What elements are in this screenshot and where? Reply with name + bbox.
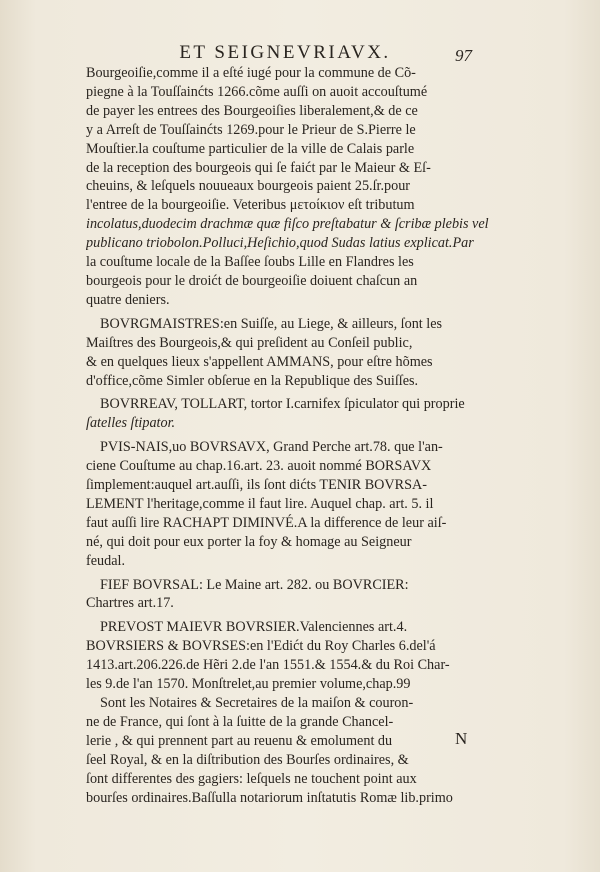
running-title: ET SEIGNEVRIAVX. xyxy=(179,42,391,63)
signature-mark: N xyxy=(455,729,468,748)
text-line: piegne à la Touſſainćts 1266.cõme auſſi on auoit accouſtumé xyxy=(86,83,428,100)
text-line: incolatus,duodecim drachmæ quæ fiſco preſtabatur & ſcribæ plebis vel xyxy=(86,216,489,233)
text-line: Maiſtres des Bourgeois,& qui preſident au Conſeil public, xyxy=(86,334,413,351)
text-line: bourſes ordinaires.Baſſulla notariorum inſtatutis Romæ lib.primo xyxy=(86,789,453,806)
text-line: Sont les Notaires & Secretaires de la maiſon & couron- xyxy=(100,695,414,711)
text-line: de payer les entrees des Bourgeoiſies liberalement,& de ce xyxy=(86,102,418,119)
text-line: la couſtume locale de la Baſſee ſoubs Lille en Flandres les xyxy=(86,254,414,271)
text-line: ſimplement:auquel art.auſſi, ils ſont dićts TENIR BOVRSA- xyxy=(86,477,427,494)
text-line: Chartres art.17. xyxy=(86,595,174,612)
text-line: de la reception des bourgeois qui ſe faićt par le Maieur & Eſ- xyxy=(86,159,431,176)
text-line: & en quelques lieux s'appellent AMMANS, pour eſtre hõmes xyxy=(86,353,433,370)
text-line: cheuins, & leſquels nouueaux bourgeois paient 25.ſr.pour xyxy=(86,178,411,195)
text-line: FIEF BOVRSAL: Le Maine art. 282. ou BOVRCIER: xyxy=(100,576,409,593)
text-line: ne de France, qui ſont à la ſuitte de la grande Chancel- xyxy=(86,713,394,730)
text-line: les 9.de l'an 1570. Monſtrelet,au premier volume,chap.99 xyxy=(86,676,411,693)
text-line: ſeel Royal, & en la diſtribution des Bourſes ordinaires, & xyxy=(86,751,409,768)
text-line: faut auſſi lire RACHAPT DIMINVÉ.A la difference de leur aiſ- xyxy=(86,514,447,531)
text-line: PVIS-NAIS,uo BOVRSAVX, Grand Perche art.78. que l'an- xyxy=(100,439,443,456)
text-line: né, qui doit pour eux porter la foy & homage au Seigneur xyxy=(86,533,412,550)
text-line: LEMENT l'heritage,comme il faut lire. Auquel chap. art. 5. il xyxy=(86,495,434,512)
text-line: bourgeois pour le droićt de bourgeoiſie doiuent chaſcun an xyxy=(86,272,418,289)
text-line: Mouſtier.la couſtume particulier de la ville de Calais parle xyxy=(86,140,415,157)
text-line: 1413.art.206.226.de Hẽri 2.de l'an 1551.& 1554.& du Roi Char- xyxy=(86,657,450,674)
text-line: ſatelles ſtipator. xyxy=(86,415,176,432)
text-line: d'office,cõme Simler obſerue en la Republique des Suiſſes. xyxy=(86,372,419,389)
text-line: y a Arreſt de Touſſainćts 1269.pour le Prieur de S.Pierre le xyxy=(86,121,416,138)
text-line: Bourgeoiſie,comme il a eſté iugé pour la commune de Cõ- xyxy=(86,65,416,81)
page-number: 97 xyxy=(455,46,472,65)
text-line: l'entree de la bourgeoiſie. Veteribus μετοίκιον eſt tributum xyxy=(86,197,415,214)
text-line: PREVOST MAIEVR BOVRSIER.Valenciennes art.4. xyxy=(100,619,408,636)
text-line: BOVRGMAISTRES:en Suiſſe, au Liege, & ailleurs, ſont les xyxy=(100,315,443,332)
text-line: ſont differentes des gagiers: leſquels ne touchent point aux xyxy=(86,770,417,787)
text-line: BOVRSIERS & BOVRSES:en l'Edićt du Roy Charles 6.del'á xyxy=(86,638,436,655)
text-line: lerie , & qui prennent part au reuenu & emolument du xyxy=(86,732,393,749)
text-line: feudal. xyxy=(86,552,125,569)
text-line: quatre deniers. xyxy=(86,291,170,308)
page-body xyxy=(86,64,514,807)
text-line: publicano triobolon.Polluci,Heſichio,quod Sudas latius explicat.Par xyxy=(86,235,474,252)
text-line: ciene Couſtume au chap.16.art. 23. auoit nommé BORSAVX xyxy=(86,458,432,475)
text-line: BOVRREAV, TOLLART, tortor I.carnifex ſpiculator qui proprie xyxy=(100,396,465,413)
